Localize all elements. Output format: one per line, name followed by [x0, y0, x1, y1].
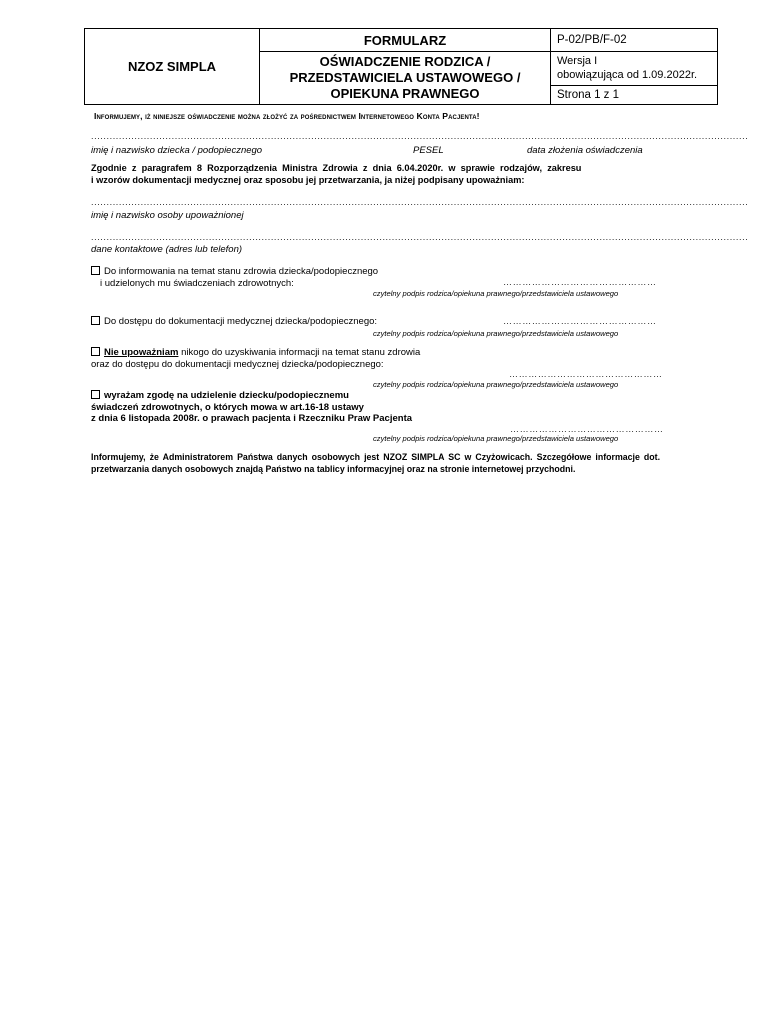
option-text-cont: oraz do dostępu do dokumentacji medycznej dziecka/podopiecznego: — [91, 359, 384, 370]
form-header-table — [84, 28, 718, 105]
option-no-authorization — [91, 347, 420, 358]
option-text-cont: i udzielonych mu świadczeniach zdrowotnych: — [100, 278, 294, 289]
gdpr-note-line: Informujemy, że Administratorem Państwa danych osobowych jest NZOZ SIMPLA SC w Czyżowicach. Szczegółowe informacje dot. — [91, 452, 661, 462]
signature-field[interactable]: ………………………………………… — [503, 316, 657, 326]
contact-label: dane kontaktowe (adres lub telefon) — [91, 244, 243, 255]
page-counter: Strona 1 z 1 — [551, 85, 718, 104]
signature-field[interactable]: ………………………………………… — [510, 424, 664, 434]
form-code: P-02/PB/F-02 — [551, 29, 718, 52]
child-name-label: imię i nazwisko dziecka / podopiecznego — [91, 145, 263, 156]
option-emphasis: Nie upoważniam — [104, 347, 179, 358]
form-title-line: OPIEKUNA PRAWNEGO — [330, 86, 480, 101]
authorized-name-label: imię i nazwisko osoby upoważnionej — [91, 210, 244, 221]
form-title-line: PRZEDSTAWICIELA USTAWOWEGO / — [289, 70, 521, 85]
legal-intro-line: Zgodnie z paragrafem 8 Rozporządzenia Ministra Zdrowia z dnia 6.04.2020r. w sprawie rodzajów, zakresu — [91, 163, 582, 173]
signature-label: czytelny podpis rodzica/opiekuna prawnego/przedstawiciela ustawowego — [373, 380, 619, 389]
gdpr-note-line: przetwarzania danych osobowych znajdą Państwo na tablicy informacyjnej oraz na stronie internetowej przychodni. — [91, 464, 576, 474]
child-name-field[interactable]: .................................................................................................................................................................................................................... — [91, 131, 749, 141]
signature-label: czytelny podpis rodzica/opiekuna prawnego/przedstawiciela ustawowego — [373, 329, 619, 338]
organization-name: NZOZ SIMPLA — [85, 29, 260, 105]
option-records-access — [91, 316, 377, 327]
option-text: wyrażam zgodę na udzielenie dziecku/podopiecznemu — [104, 390, 349, 401]
contact-field[interactable]: .................................................................................................................................................................................................................... — [91, 232, 749, 242]
form-label: FORMULARZ — [260, 29, 551, 52]
ikp-info-line: Informujemy, iż niniejsze oświadczenie można złożyć za pośrednictwem Internetowego Konta Pacjenta! — [94, 111, 480, 121]
authorized-name-field[interactable]: .................................................................................................................................................................................................................... — [91, 197, 749, 207]
checkbox[interactable] — [91, 316, 100, 325]
signature-label: czytelny podpis rodzica/opiekuna prawnego/przedstawiciela ustawowego — [373, 434, 619, 443]
option-consent — [91, 390, 349, 401]
form-title — [260, 52, 551, 105]
option-inform — [91, 266, 378, 277]
pesel-label: PESEL — [413, 145, 444, 156]
option-text-cont: świadczeń zdrowotnych, o których mowa w art.16-18 ustawy — [91, 402, 364, 413]
checkbox[interactable] — [91, 347, 100, 356]
option-text-cont: z dnia 6 listopada 2008r. o prawach pacjenta i Rzeczniku Praw Pacjenta — [91, 413, 413, 424]
date-label: data złożenia oświadczenia — [527, 145, 643, 156]
checkbox[interactable] — [91, 266, 100, 275]
option-text: Do informowania na temat stanu zdrowia dziecka/podopiecznego — [104, 266, 379, 277]
option-text: nikogo do uzyskiwania informacji na temat stanu zdrowia — [178, 347, 421, 358]
valid-from-label: obowiązująca od 1.09.2022r. — [557, 69, 698, 82]
version-label: Wersja I — [557, 55, 598, 68]
signature-label: czytelny podpis rodzica/opiekuna prawnego/przedstawiciela ustawowego — [373, 289, 619, 298]
signature-field[interactable]: ………………………………………… — [503, 277, 657, 287]
form-title-line: OŚWIADCZENIE RODZICA / — [319, 54, 491, 69]
form-version — [551, 52, 718, 86]
signature-field[interactable]: ………………………………………… — [509, 369, 663, 379]
legal-intro-line: i wzorów dokumentacji medycznej oraz sposobu jej przetwarzania, ja niżej podpisany upoważniam: — [91, 175, 525, 185]
option-text: Do dostępu do dokumentacji medycznej dziecka/podopiecznego: — [104, 316, 378, 327]
checkbox[interactable] — [91, 390, 100, 399]
